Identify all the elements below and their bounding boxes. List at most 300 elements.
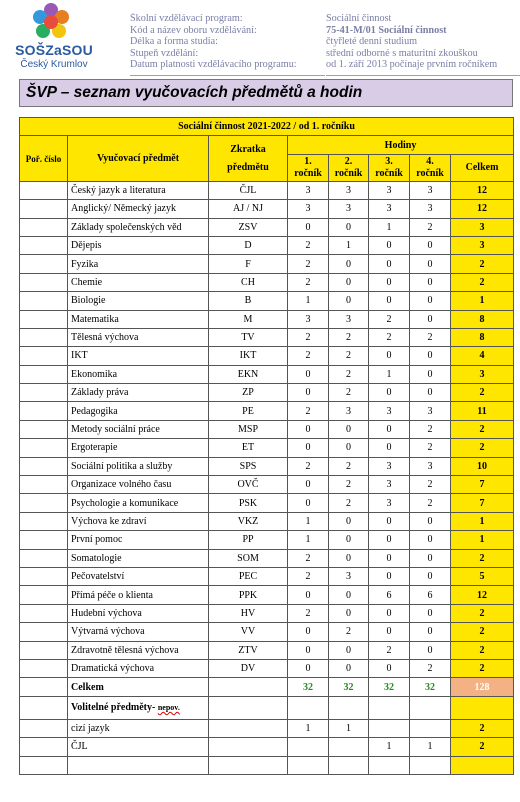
- subject-cell: Základy společenských věd: [68, 218, 209, 236]
- hours-cell: 3: [369, 181, 410, 199]
- hours-cell: 2: [288, 273, 329, 291]
- row-number-cell: [20, 586, 68, 604]
- table-row: [20, 236, 514, 254]
- hours-cell: 3: [329, 402, 369, 420]
- table-row: [20, 181, 514, 199]
- table-row: [20, 384, 514, 402]
- hours-cell: 0: [410, 531, 451, 549]
- abbr-cell: SPS: [209, 457, 288, 475]
- meta-label: Délka a forma studia:: [130, 36, 218, 48]
- table-row: [20, 310, 514, 328]
- empty-cell: [329, 756, 369, 774]
- subject-cell: Metody sociální práce: [68, 420, 209, 438]
- subject-cell: Somatologie: [68, 549, 209, 567]
- header-num: Poř. číslo: [20, 136, 68, 181]
- optional-hours-cell: [369, 696, 410, 719]
- hours-cell: 3: [329, 567, 369, 585]
- subject-cell: Organizace volného času: [68, 476, 209, 494]
- row-number-cell: [20, 328, 68, 346]
- total-cell: 3: [451, 218, 514, 236]
- subject-cell: Ekonomika: [68, 365, 209, 383]
- hours-cell: 0: [410, 292, 451, 310]
- empty-cell: [369, 756, 410, 774]
- hours-cell: 1: [329, 236, 369, 254]
- meta-label: Datum platnosti vzdělávacího programu:: [130, 59, 297, 71]
- sum-label: Celkem: [68, 678, 209, 696]
- hours-cell: 3: [288, 310, 329, 328]
- hours-cell: 0: [410, 641, 451, 659]
- abbr-cell: M: [209, 310, 288, 328]
- row-number-cell: [20, 531, 68, 549]
- hours-cell: 0: [369, 549, 410, 567]
- row-number-cell: [20, 181, 68, 199]
- empty-cell: [20, 756, 68, 774]
- header-abbr: Zkratka předmětu: [209, 136, 288, 181]
- table-caption-row: [20, 118, 514, 136]
- empty-cell: [68, 756, 209, 774]
- row-number-cell: [20, 659, 68, 677]
- table-header-row: [20, 136, 514, 154]
- hours-cell: 0: [410, 310, 451, 328]
- row-number-cell: [20, 310, 68, 328]
- header-subject: Vyučovací předmět: [68, 136, 209, 181]
- hours-cell: 3: [410, 457, 451, 475]
- hours-cell: 3: [369, 200, 410, 218]
- hours-cell: 0: [288, 623, 329, 641]
- subjects-table: [19, 117, 514, 775]
- table-row: [20, 292, 514, 310]
- empty-cell: [209, 756, 288, 774]
- hours-cell: [288, 738, 329, 756]
- abbr-cell: ZTV: [209, 641, 288, 659]
- subject-cell: Chemie: [68, 273, 209, 291]
- table-row: [20, 420, 514, 438]
- meta-value: Sociální činnost: [326, 13, 392, 24]
- table-row: [20, 439, 514, 457]
- meta-label: Školní vzdělávací program:: [130, 13, 243, 24]
- hours-cell: 3: [288, 200, 329, 218]
- hours-cell: 0: [410, 512, 451, 530]
- logo-subtext: Český Krumlov: [20, 59, 88, 70]
- hours-cell: 0: [329, 604, 369, 622]
- hours-cell: 2: [288, 549, 329, 567]
- optional-hours-cell: [288, 696, 329, 719]
- hours-cell: 2: [288, 347, 329, 365]
- table-row: [20, 623, 514, 641]
- hours-cell: 3: [288, 181, 329, 199]
- hours-cell: 2: [329, 623, 369, 641]
- hours-cell: 3: [369, 457, 410, 475]
- hours-cell: 2: [410, 494, 451, 512]
- hours-cell: 0: [288, 384, 329, 402]
- hours-cell: 2: [410, 439, 451, 457]
- hours-cell: 0: [410, 623, 451, 641]
- table-row: [20, 328, 514, 346]
- total-cell: 4: [451, 347, 514, 365]
- table-row: [20, 200, 514, 218]
- abbr-cell: VKZ: [209, 512, 288, 530]
- total-cell: 2: [451, 738, 514, 756]
- subject-cell: Dramatická výchova: [68, 659, 209, 677]
- hours-cell: 0: [369, 420, 410, 438]
- meta-label: Kód a název oboru vzdělávání:: [130, 24, 257, 36]
- table-row: [20, 218, 514, 236]
- hours-cell: 0: [369, 623, 410, 641]
- hours-cell: 0: [288, 218, 329, 236]
- row-number-cell: [20, 738, 68, 756]
- hours-cell: 1: [410, 738, 451, 756]
- hours-cell: 2: [329, 494, 369, 512]
- empty-cell: [288, 756, 329, 774]
- hours-cell: 2: [410, 218, 451, 236]
- hours-cell: 0: [329, 273, 369, 291]
- hours-cell: 2: [329, 347, 369, 365]
- hours-cell: 0: [288, 476, 329, 494]
- hours-cell: 0: [369, 512, 410, 530]
- hours-cell: 3: [369, 494, 410, 512]
- hours-cell: [410, 719, 451, 737]
- hours-cell: 0: [410, 384, 451, 402]
- row-number-cell: [20, 567, 68, 585]
- hours-cell: 0: [329, 659, 369, 677]
- sum-row: [20, 678, 514, 696]
- optional-header-row: [20, 696, 514, 719]
- abbr-cell: ET: [209, 439, 288, 457]
- abbr-cell: [209, 738, 288, 756]
- abbr-cell: SOM: [209, 549, 288, 567]
- abbr-cell: DV: [209, 659, 288, 677]
- table-row: [20, 273, 514, 291]
- abbr-cell: VV: [209, 623, 288, 641]
- hours-cell: 0: [369, 659, 410, 677]
- abbr-cell: ZSV: [209, 218, 288, 236]
- abbr-cell: PE: [209, 402, 288, 420]
- abbr-cell: PEC: [209, 567, 288, 585]
- header-year-3: 3. ročník: [369, 154, 410, 181]
- hours-cell: 0: [369, 567, 410, 585]
- hours-cell: 0: [369, 384, 410, 402]
- hours-cell: 3: [329, 181, 369, 199]
- abbr-cell: [209, 719, 288, 737]
- hours-cell: 2: [288, 328, 329, 346]
- hours-cell: 3: [410, 402, 451, 420]
- hours-cell: 0: [288, 420, 329, 438]
- header-year-1: 1. ročník: [288, 154, 329, 181]
- subject-cell: Sociální politika a služby: [68, 457, 209, 475]
- hours-cell: 0: [410, 365, 451, 383]
- hours-cell: 0: [329, 512, 369, 530]
- hours-cell: 0: [288, 641, 329, 659]
- row-number-cell: [20, 236, 68, 254]
- hours-cell: 0: [329, 549, 369, 567]
- empty-total-cell: [451, 756, 514, 774]
- hours-cell: 0: [369, 531, 410, 549]
- hours-cell: 3: [410, 181, 451, 199]
- row-number-cell: [20, 218, 68, 236]
- subject-cell: Biologie: [68, 292, 209, 310]
- abbr-cell: CH: [209, 273, 288, 291]
- title-box: [19, 79, 513, 107]
- sum-abbr-cell: [209, 678, 288, 696]
- total-cell: 12: [451, 586, 514, 604]
- row-number-cell: [20, 292, 68, 310]
- program-info-values: [326, 13, 520, 71]
- abbr-cell: OVČ: [209, 476, 288, 494]
- total-cell: 2: [451, 549, 514, 567]
- total-cell: 1: [451, 512, 514, 530]
- hours-cell: 0: [410, 549, 451, 567]
- hours-cell: 2: [410, 476, 451, 494]
- abbr-cell: HV: [209, 604, 288, 622]
- row-number-cell: [20, 255, 68, 273]
- hours-cell: 2: [288, 567, 329, 585]
- hours-cell: 2: [410, 328, 451, 346]
- hours-cell: 2: [329, 384, 369, 402]
- sum-hours-cell: 32: [369, 678, 410, 696]
- hours-cell: 2: [369, 641, 410, 659]
- divider: [130, 75, 325, 76]
- page-title: ŠVP – seznam vyučovacích předmětů a hodin: [26, 84, 363, 101]
- optional-abbr-cell: [209, 696, 288, 719]
- hours-cell: 0: [410, 347, 451, 365]
- subject-cell: Tělesná výchova: [68, 328, 209, 346]
- abbr-cell: ČJL: [209, 181, 288, 199]
- hours-cell: 2: [288, 255, 329, 273]
- subject-cell: Psychologie a komunikace: [68, 494, 209, 512]
- table-row: [20, 402, 514, 420]
- abbr-cell: F: [209, 255, 288, 273]
- row-number-cell: [20, 641, 68, 659]
- row-number-cell: [20, 402, 68, 420]
- hours-cell: 2: [288, 402, 329, 420]
- optional-empty-cell: [20, 696, 68, 719]
- row-number-cell: [20, 604, 68, 622]
- abbr-cell: TV: [209, 328, 288, 346]
- hours-cell: 0: [369, 604, 410, 622]
- subject-cell: Hudební výchova: [68, 604, 209, 622]
- divider: [326, 75, 520, 76]
- row-number-cell: [20, 549, 68, 567]
- subject-cell: IKT: [68, 347, 209, 365]
- abbr-cell: PPK: [209, 586, 288, 604]
- row-number-cell: [20, 476, 68, 494]
- hours-cell: 0: [410, 273, 451, 291]
- table-row: [20, 659, 514, 677]
- total-cell: 12: [451, 200, 514, 218]
- school-logo: [4, 2, 112, 72]
- row-number-cell: [20, 200, 68, 218]
- hours-cell: 0: [329, 292, 369, 310]
- table-row: [20, 586, 514, 604]
- hours-cell: 2: [329, 328, 369, 346]
- table-row: [20, 549, 514, 567]
- total-cell: 5: [451, 567, 514, 585]
- subject-cell: Přímá péče o klienta: [68, 586, 209, 604]
- total-cell: 12: [451, 181, 514, 199]
- meta-value: střední odborné s maturitní zkouškou: [326, 47, 478, 59]
- hours-cell: 1: [288, 719, 329, 737]
- optional-row: [20, 719, 514, 737]
- hours-cell: 2: [410, 420, 451, 438]
- total-cell: 2: [451, 659, 514, 677]
- total-cell: 7: [451, 494, 514, 512]
- table-caption: Sociální činnost 2021-2022 / od 1. ročníku: [20, 118, 514, 136]
- subject-cell: První pomoc: [68, 531, 209, 549]
- hours-cell: 1: [288, 512, 329, 530]
- hours-cell: 0: [329, 218, 369, 236]
- subject-cell: Ergoterapie: [68, 439, 209, 457]
- hours-cell: 1: [369, 218, 410, 236]
- hours-cell: [329, 738, 369, 756]
- hours-cell: 0: [369, 236, 410, 254]
- subject-cell: Výchova ke zdraví: [68, 512, 209, 530]
- table-row: [20, 531, 514, 549]
- table-row: [20, 457, 514, 475]
- header-total: Celkem: [451, 154, 514, 181]
- hours-cell: 6: [410, 586, 451, 604]
- hours-cell: 3: [329, 200, 369, 218]
- total-cell: 2: [451, 255, 514, 273]
- subject-cell: Základy práva: [68, 384, 209, 402]
- hours-cell: 2: [329, 476, 369, 494]
- total-cell: 8: [451, 310, 514, 328]
- hours-cell: 0: [329, 586, 369, 604]
- total-cell: 3: [451, 365, 514, 383]
- row-number-cell: [20, 384, 68, 402]
- table-row: [20, 567, 514, 585]
- subject-cell: Pedagogika: [68, 402, 209, 420]
- hours-cell: 3: [369, 476, 410, 494]
- abbr-cell: MSP: [209, 420, 288, 438]
- hours-cell: 1: [329, 719, 369, 737]
- total-cell: 8: [451, 328, 514, 346]
- header-hours: Hodiny: [288, 136, 514, 154]
- table-row: [20, 255, 514, 273]
- abbr-cell: IKT: [209, 347, 288, 365]
- subject-cell: ČJL: [68, 738, 209, 756]
- table-row: [20, 641, 514, 659]
- abbr-cell: ZP: [209, 384, 288, 402]
- hours-cell: 2: [329, 365, 369, 383]
- hours-cell: 0: [329, 420, 369, 438]
- row-number-cell: [20, 719, 68, 737]
- table-row: [20, 604, 514, 622]
- subject-cell: Fyzika: [68, 255, 209, 273]
- hours-cell: 0: [369, 255, 410, 273]
- subject-cell: Pečovatelství: [68, 567, 209, 585]
- program-info-labels: [130, 13, 325, 71]
- hours-cell: 0: [329, 641, 369, 659]
- hours-cell: 0: [329, 439, 369, 457]
- optional-header-label: Volitelné předměty- nepov.: [68, 696, 209, 719]
- logo-text: SOŠZaSOU: [15, 42, 93, 58]
- hours-cell: 2: [329, 457, 369, 475]
- subject-cell: Výtvarná výchova: [68, 623, 209, 641]
- hours-cell: 2: [288, 236, 329, 254]
- empty-cell: [410, 756, 451, 774]
- hours-cell: 1: [369, 365, 410, 383]
- hours-cell: 3: [369, 402, 410, 420]
- hours-cell: 2: [369, 328, 410, 346]
- meta-label: Stupeň vzdělání:: [130, 47, 199, 59]
- hours-cell: 0: [369, 439, 410, 457]
- total-cell: 2: [451, 420, 514, 438]
- hours-cell: 1: [288, 531, 329, 549]
- hours-cell: 2: [288, 457, 329, 475]
- row-number-cell: [20, 439, 68, 457]
- hours-cell: 2: [288, 604, 329, 622]
- row-number-cell: [20, 420, 68, 438]
- row-number-cell: [20, 457, 68, 475]
- hours-cell: 0: [369, 273, 410, 291]
- sum-total-cell: 128: [451, 678, 514, 696]
- hours-cell: 0: [369, 292, 410, 310]
- hours-cell: 2: [369, 310, 410, 328]
- hours-cell: 0: [369, 347, 410, 365]
- sum-hours-cell: 32: [329, 678, 369, 696]
- hours-cell: 1: [369, 738, 410, 756]
- total-cell: 1: [451, 531, 514, 549]
- row-number-cell: [20, 623, 68, 641]
- total-cell: 7: [451, 476, 514, 494]
- total-cell: 2: [451, 604, 514, 622]
- table-row: [20, 365, 514, 383]
- total-cell: 3: [451, 236, 514, 254]
- hours-cell: 3: [329, 310, 369, 328]
- optional-hours-cell: [329, 696, 369, 719]
- sum-empty-cell: [20, 678, 68, 696]
- hours-cell: 0: [288, 365, 329, 383]
- header-year-2: 2. ročník: [329, 154, 369, 181]
- hours-cell: 1: [288, 292, 329, 310]
- meta-value: čtyřleté denní studium: [326, 36, 418, 48]
- abbr-cell: EKN: [209, 365, 288, 383]
- subject-cell: Český jazyk a literatura: [68, 181, 209, 199]
- hours-cell: 0: [410, 567, 451, 585]
- sum-hours-cell: 32: [288, 678, 329, 696]
- row-number-cell: [20, 512, 68, 530]
- abbr-cell: PSK: [209, 494, 288, 512]
- hours-cell: 0: [410, 604, 451, 622]
- total-cell: 11: [451, 402, 514, 420]
- hours-cell: 3: [410, 200, 451, 218]
- meta-value: od 1. září 2013 počínaje prvním ročníkem: [326, 59, 498, 71]
- table-row: [20, 512, 514, 530]
- subject-cell: Zdravotně tělesná výchova: [68, 641, 209, 659]
- row-number-cell: [20, 494, 68, 512]
- total-cell: 2: [451, 719, 514, 737]
- hours-cell: 0: [329, 531, 369, 549]
- abbr-cell: B: [209, 292, 288, 310]
- table-row: [20, 476, 514, 494]
- optional-row: [20, 738, 514, 756]
- flower-logo-icon: [28, 2, 74, 44]
- hours-cell: 2: [410, 659, 451, 677]
- total-cell: 1: [451, 292, 514, 310]
- subject-cell: cizí jazyk: [68, 719, 209, 737]
- abbr-cell: D: [209, 236, 288, 254]
- hours-cell: 0: [288, 494, 329, 512]
- meta-value: 75-41-M/01 Sociální činnost: [326, 24, 447, 36]
- row-number-cell: [20, 273, 68, 291]
- hours-cell: 6: [369, 586, 410, 604]
- total-cell: 2: [451, 623, 514, 641]
- hours-cell: 0: [329, 255, 369, 273]
- hours-cell: 0: [288, 439, 329, 457]
- row-number-cell: [20, 365, 68, 383]
- total-cell: 2: [451, 273, 514, 291]
- sum-hours-cell: 32: [410, 678, 451, 696]
